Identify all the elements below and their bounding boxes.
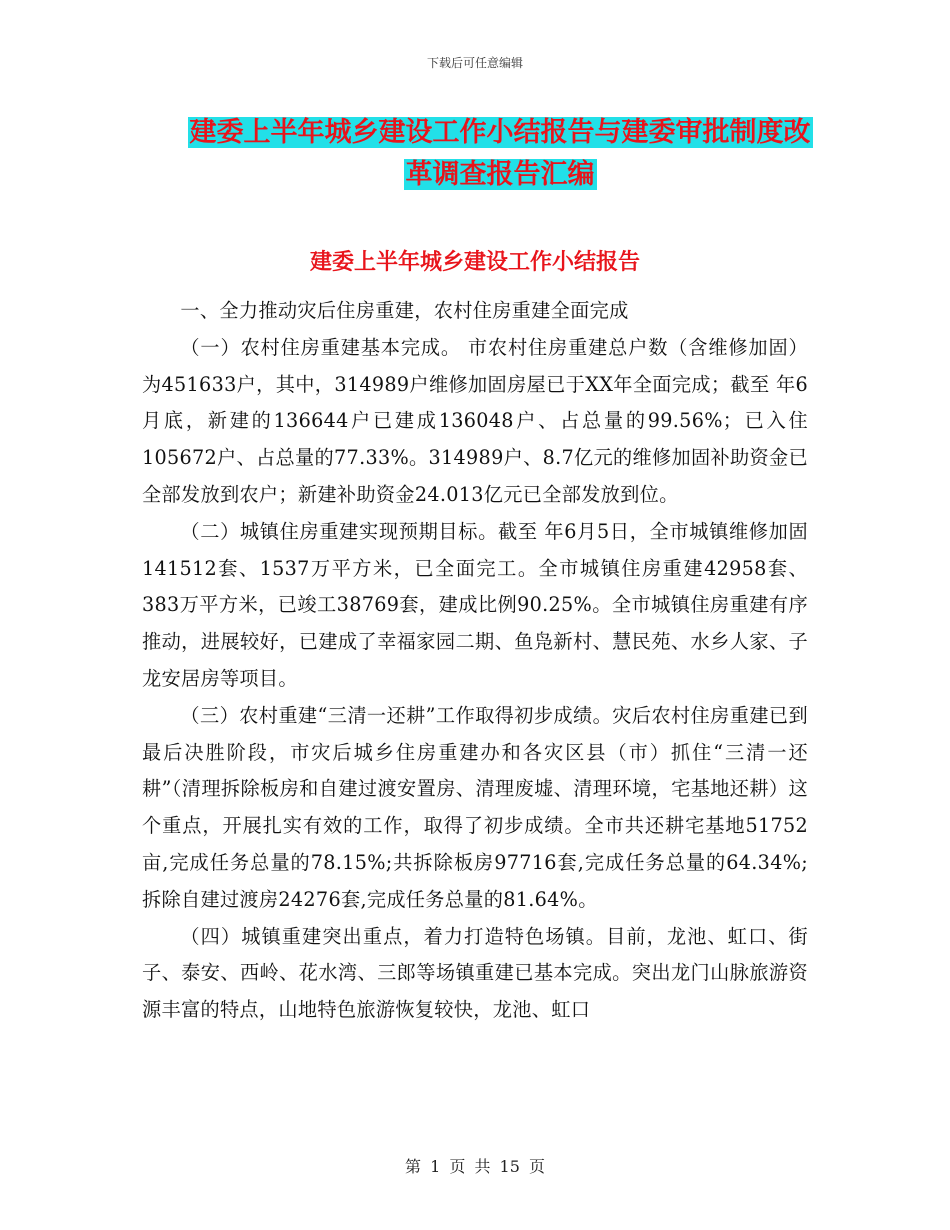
document-title — [150, 112, 850, 196]
document-title-line-2: 革调查报告汇编 — [405, 159, 595, 190]
paragraph: （一）农村住房重建基本完成。 市农村住房重建总户数（含维修加固）为451633户，其中，314989户维修加固房屋已于XX年全面完成；截至 年6月底，新建的136644户已建成136048户、占总量的99.56%；已入住105672户、占总量的77.33%。314989户、8.7亿元的维修加固补助资金已全部发放到农户；新建补助资金24.013亿元已全部发放到位。 — [142, 335, 808, 506]
paragraph: （二）城镇住房重建实现预期目标。截至 年6月5日，全市城镇维修加固141512套、1537万平方米，已全面完工。全市城镇住房重建42958套、383万平方米，已竣工38769套，建成比例90.25%。全市城镇住房重建有序推动，进展较好，已建成了幸福家园二期、鱼凫新村、慧民苑、水乡人家、子龙安居房等项目。 — [142, 519, 808, 690]
paragraph: （三）农村重建“三清一还耕”工作取得初步成绩。灾后农村住房重建已到最后决胜阶段，市灾后城乡住房重建办和各灾区县（市）抓住“三清一还耕”（清理拆除板房和自建过渡安置房、清理废墟、清理环境，宅基地还耕）这个重点，开展扎实有效的工作，取得了初步成绩。全市共还耕宅基地51752亩,完成任务总量的78.15%;共拆除板房97716套,完成任务总量的64.34%;拆除自建过渡房24276套,完成任务总量的81.64%。 — [142, 703, 808, 911]
document-body — [142, 293, 808, 1029]
document-title-line-1: 建委上半年城乡建设工作小结报告与建委审批制度改 — [189, 117, 811, 148]
paragraph-heading: 一、全力推动灾后住房重建，农村住房重建全面完成 — [180, 299, 629, 322]
paragraph: （四）城镇重建突出重点，着力打造特色场镇。目前，龙池、虹口、街子、泰安、西岭、花水湾、三郎等场镇重建已基本完成。突出龙门山脉旅游资源丰富的特点，山地特色旅游恢复较快，龙池、虹口 — [142, 924, 808, 1022]
page-number: 第 1 页 共 15 页 — [405, 1157, 545, 1176]
section-title: 建委上半年城乡建设工作小结报告 — [309, 250, 640, 275]
page-header-note: 下载后可任意编辑 — [426, 56, 523, 70]
